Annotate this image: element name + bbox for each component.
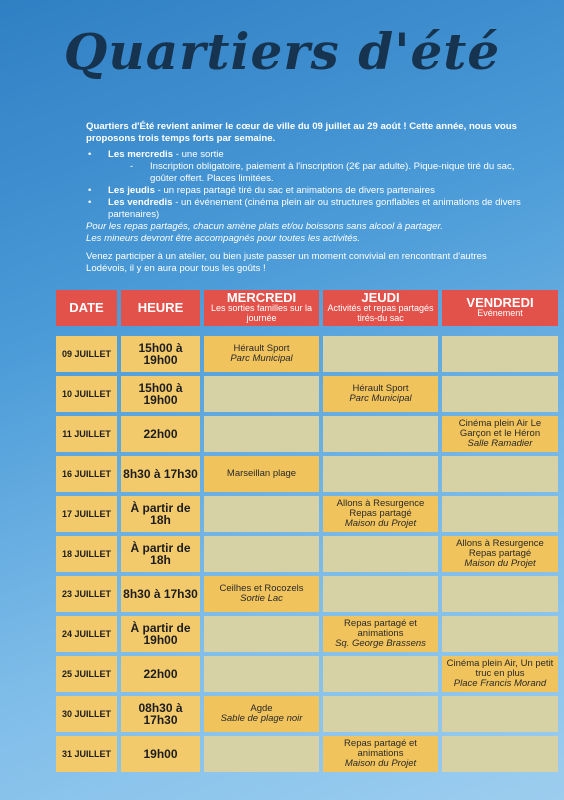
table-row <box>56 496 558 532</box>
thursday-event-cell <box>323 496 438 532</box>
event-title: Allons à Resurgence Repas partagé <box>336 498 425 519</box>
event-place: Sortie Lac <box>240 593 283 604</box>
date-text: 11 JUILLET <box>62 429 111 439</box>
event-place: Sq. George Brassens <box>335 638 426 649</box>
date-text: 09 JUILLET <box>61 349 111 359</box>
event-place: Parc Municipal <box>230 353 293 364</box>
friday-event-cell <box>442 456 558 492</box>
friday-event-cell <box>442 576 558 612</box>
event-title: Agde <box>250 703 273 714</box>
header-thursday-subtitle: Activités et repas partagés tirés-du sac <box>327 303 434 323</box>
hour-text: À partir de 18h <box>130 541 191 567</box>
friday-event-cell <box>442 616 558 652</box>
date-text: 30 JUILLET <box>61 709 111 719</box>
table-row <box>56 336 558 372</box>
header-wednesday-title: MERCREDI <box>226 290 297 305</box>
date-text: 18 JUILLET <box>61 549 111 559</box>
hour-text: 22h00 <box>143 667 178 681</box>
event-title: Ceilhes et Rocozels <box>219 583 304 594</box>
thursday-event-cell <box>323 336 438 372</box>
thursday-event-cell <box>323 416 438 452</box>
date-text: 31 JUILLET <box>61 749 111 759</box>
thursday-event-cell <box>323 736 438 772</box>
thursday-event-cell <box>323 576 438 612</box>
date-cell <box>56 376 117 412</box>
hour-cell <box>121 456 200 492</box>
hour-text: 22h00 <box>143 427 178 441</box>
intro-item-head: Les mercredis <box>108 149 174 160</box>
event-title: Marseillan plage <box>226 468 297 479</box>
hour-text: À partir de 18h <box>130 501 191 527</box>
hour-text: 15h00 à 19h00 <box>138 341 183 367</box>
wednesday-event-cell <box>204 736 319 772</box>
event-title: Repas partagé et animations <box>344 738 417 759</box>
hour-text: 19h00 <box>143 747 178 761</box>
wednesday-event-cell <box>204 576 319 612</box>
hour-cell <box>121 416 200 452</box>
intro-item-friday <box>86 197 522 221</box>
hour-text: 08h30 à 17h30 <box>138 701 183 727</box>
schedule-table <box>52 286 562 776</box>
friday-event-cell <box>442 336 558 372</box>
event-title: Hérault Sport <box>352 383 409 394</box>
intro-item-head: Les jeudis <box>108 185 155 196</box>
table-row <box>56 696 558 732</box>
table-row <box>56 456 558 492</box>
intro-lead: Quartiers d'Été revient animer le cœur de ville du 09 juillet au 29 août ! Cette année, nous vous proposons trois temps forts par semaine. <box>86 121 517 144</box>
friday-event-cell <box>442 536 558 572</box>
date-cell <box>56 536 117 572</box>
intro-item-text: - un repas partagé tiré du sac et animations de divers partenaires <box>154 185 435 196</box>
date-cell <box>56 736 117 772</box>
table-row <box>56 576 558 612</box>
intro-item-text: - une sortie <box>173 149 224 160</box>
friday-event-cell <box>442 736 558 772</box>
thursday-event-cell <box>323 616 438 652</box>
wednesday-event-cell <box>204 416 319 452</box>
intro-note-shared-meals: Pour les repas partagés, chacun amène plats et/ou boissons sans alcool à partager. <box>86 221 443 232</box>
event-place: Salle Ramadier <box>467 438 533 449</box>
date-text: 25 JUILLET <box>61 669 111 679</box>
schedule-body <box>56 330 558 772</box>
intro-closing: Venez participer à un atelier, ou bien juste passer un moment convivial en rencontrant d'autres Lodévois, il y en aura pour tous les goûts ! <box>86 251 487 274</box>
thursday-event-cell <box>323 456 438 492</box>
wednesday-event-cell <box>204 336 319 372</box>
hour-text: À partir de 19h00 <box>130 621 191 647</box>
event-place: Place Francis Morand <box>453 678 547 689</box>
header-thursday <box>323 290 438 326</box>
hour-cell <box>121 576 200 612</box>
hour-cell <box>121 696 200 732</box>
thursday-event-cell <box>323 376 438 412</box>
table-row <box>56 616 558 652</box>
event-title: Cinéma plein Air Le Garçon et le Héron <box>458 418 542 439</box>
table-row <box>56 376 558 412</box>
table-row <box>56 736 558 772</box>
hour-cell <box>121 496 200 532</box>
table-row <box>56 656 558 692</box>
table-row <box>56 416 558 452</box>
thursday-event-cell <box>323 656 438 692</box>
intro-item-thursday <box>86 185 522 197</box>
wednesday-event-cell <box>204 496 319 532</box>
friday-event-cell <box>442 696 558 732</box>
date-cell <box>56 656 117 692</box>
event-place: Parc Municipal <box>349 393 412 404</box>
wednesday-event-cell <box>204 456 319 492</box>
table-row <box>56 536 558 572</box>
intro-note-minors: Les mineurs devront être accompagnés pour toutes les activités. <box>86 233 361 244</box>
date-cell <box>56 576 117 612</box>
friday-event-cell <box>442 496 558 532</box>
page-title: Quartiers d'été <box>63 22 501 81</box>
date-cell <box>56 496 117 532</box>
event-place: Maison du Projet <box>344 518 417 529</box>
header-friday-subtitle: Evénement <box>477 308 523 318</box>
hour-cell <box>121 616 200 652</box>
wednesday-event-cell <box>204 536 319 572</box>
header-wednesday <box>204 290 319 326</box>
header-date: DATE <box>56 290 117 326</box>
intro-section <box>86 121 522 275</box>
hour-cell <box>121 376 200 412</box>
hour-text: 15h00 à 19h00 <box>138 381 183 407</box>
wednesday-event-cell <box>204 376 319 412</box>
header-hour: HEURE <box>121 290 200 326</box>
intro-list <box>86 149 522 221</box>
hour-text: 8h30 à 17h30 <box>123 467 198 481</box>
header-wednesday-subtitle: Les sorties familles sur la journée <box>210 303 313 323</box>
friday-event-cell <box>442 416 558 452</box>
friday-event-cell <box>442 656 558 692</box>
event-title: Hérault Sport <box>233 343 290 354</box>
wednesday-event-cell <box>204 616 319 652</box>
friday-event-cell <box>442 376 558 412</box>
date-cell <box>56 416 117 452</box>
event-title: Allons à Resurgence Repas partagé <box>456 538 544 559</box>
hour-cell <box>121 656 200 692</box>
date-text: 24 JUILLET <box>61 629 111 639</box>
date-cell <box>56 336 117 372</box>
header-friday <box>442 290 558 326</box>
event-place: Maison du Projet <box>344 758 417 769</box>
intro-item-head: Les vendredis <box>108 197 173 208</box>
event-title: Cinéma plein Air, Un petit truc en plus <box>446 658 554 679</box>
header-thursday-title: JEUDI <box>361 290 400 305</box>
date-cell <box>56 616 117 652</box>
intro-item-subtext: - Inscription obligatoire, paiement à l'inscription (2€ par adulte). Pique-nique tiré du sac, goûter offert. Places limitées. <box>108 161 522 185</box>
date-cell <box>56 696 117 732</box>
schedule-header-row <box>56 290 558 326</box>
hour-cell <box>121 736 200 772</box>
event-place: Maison du Projet <box>464 558 536 569</box>
wednesday-event-cell <box>204 696 319 732</box>
hour-text: 8h30 à 17h30 <box>123 587 198 601</box>
wednesday-event-cell <box>204 656 319 692</box>
header-friday-title: VENDREDI <box>466 295 534 310</box>
event-place: Sable de plage noir <box>220 713 303 724</box>
date-text: 16 JUILLET <box>61 469 111 479</box>
date-text: 17 JUILLET <box>61 509 111 519</box>
thursday-event-cell <box>323 696 438 732</box>
date-text: 10 JUILLET <box>61 389 111 399</box>
date-text: 23 JUILLET <box>61 589 111 599</box>
hour-cell <box>121 336 200 372</box>
intro-item-wednesday <box>86 149 522 185</box>
date-cell <box>56 456 117 492</box>
intro-item-text: - un événement (cinéma plein air ou structures gonflables et animations de divers partenaires) <box>108 197 521 220</box>
hour-cell <box>121 536 200 572</box>
event-title: Repas partagé et animations <box>344 618 417 639</box>
thursday-event-cell <box>323 536 438 572</box>
